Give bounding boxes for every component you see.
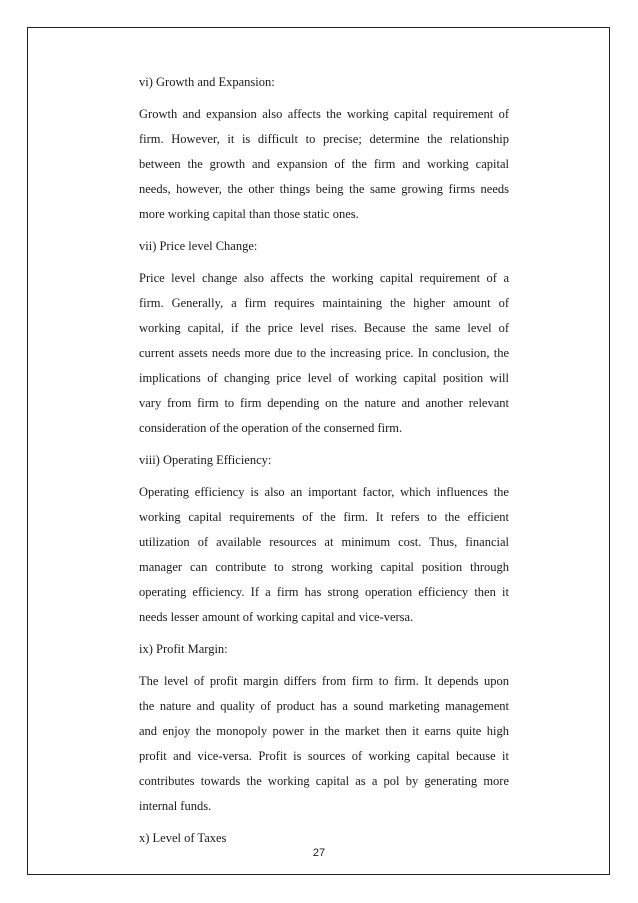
paragraph-line: consideration of the operation of the conserned firm. bbox=[139, 421, 403, 435]
paragraph-line: internal funds. bbox=[139, 799, 212, 813]
section-paragraph bbox=[139, 669, 509, 819]
paragraph-line: and enjoy the monopoly power in the market then it earns quite high bbox=[139, 724, 509, 738]
paragraph-line: current assets needs more due to the increasing price. In conclusion, the bbox=[139, 346, 509, 360]
section-paragraph bbox=[139, 266, 509, 441]
section-heading: viii) Operating Efficiency: bbox=[139, 453, 272, 467]
section-price-level-change bbox=[139, 234, 509, 441]
section-profit-margin bbox=[139, 637, 509, 819]
paragraph-line: between the growth and expansion of the firm and working capital bbox=[139, 157, 509, 171]
paragraph-line: Price level change also affects the working capital requirement of a bbox=[139, 271, 509, 285]
paragraph-line: utilization of available resources at minimum cost. Thus, financial bbox=[139, 535, 509, 549]
section-heading: vii) Price level Change: bbox=[139, 239, 258, 253]
paragraph-line: profit and vice-versa. Profit is sources of working capital because it bbox=[139, 749, 509, 763]
paragraph-line: firm. Generally, a firm requires maintaining the higher amount of bbox=[139, 296, 509, 310]
paragraph-line: the nature and quality of product has a sound marketing management bbox=[139, 699, 509, 713]
paragraph-line: Growth and expansion also affects the working capital requirement of bbox=[139, 107, 509, 121]
paragraph-line: Operating efficiency is also an important factor, which influences the bbox=[139, 485, 509, 499]
section-operating-efficiency bbox=[139, 448, 509, 630]
paragraph-line: vary from firm to firm depending on the nature and another relevant bbox=[139, 396, 509, 410]
paragraph-line: firm. However, it is difficult to precise; determine the relationship bbox=[139, 132, 509, 146]
section-paragraph bbox=[139, 102, 509, 227]
page-number: 27 bbox=[312, 847, 326, 859]
paragraph-line: needs, however, the other things being the same growing firms needs bbox=[139, 182, 509, 196]
section-paragraph bbox=[139, 480, 509, 630]
section-heading: x) Level of Taxes bbox=[139, 831, 227, 845]
paragraph-line: implications of changing price level of working capital position will bbox=[139, 371, 509, 385]
paragraph-line: working capital requirements of the firm. It refers to the efficient bbox=[139, 510, 509, 524]
paragraph-line: contributes towards the working capital as a pol by generating more bbox=[139, 774, 509, 788]
paragraph-line: more working capital than those static ones. bbox=[139, 207, 359, 221]
paragraph-line: needs lesser amount of working capital and vice-versa. bbox=[139, 610, 414, 624]
paragraph-line: manager can contribute to strong working capital position through bbox=[139, 560, 509, 574]
section-heading: vi) Growth and Expansion: bbox=[139, 75, 275, 89]
paragraph-line: operating efficiency. If a firm has strong operation efficiency then it bbox=[139, 585, 509, 599]
document-body bbox=[139, 70, 509, 858]
paragraph-line: The level of profit margin differs from firm to firm. It depends upon bbox=[139, 674, 509, 688]
section-heading: ix) Profit Margin: bbox=[139, 642, 228, 656]
paragraph-line: working capital, if the price level rises. Because the same level of bbox=[139, 321, 509, 335]
section-growth-expansion bbox=[139, 70, 509, 227]
